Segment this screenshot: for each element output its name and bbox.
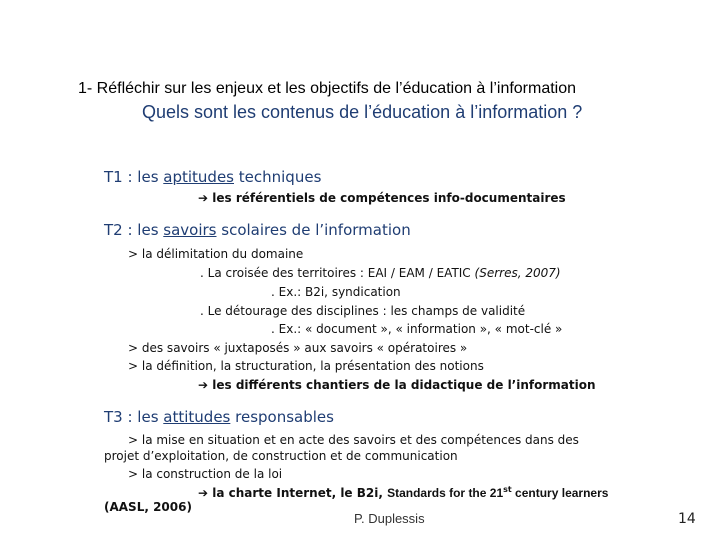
right-arrow-icon: ➔ [198,191,209,205]
slide-title: Quels sont les contenus de l’éducation à l’information ? [142,102,583,122]
right-arrow-icon: ➔ [198,486,209,500]
t1-arrow-line: ➔ les référentiels de compétences info-documentaires [198,191,566,205]
page-number: 14 [678,511,696,527]
t2-line: . La croisée des territoires : EAI / EAM / EATIC (Serres, 2007) [200,266,561,280]
t2-line: > la délimitation du domaine [128,247,304,261]
t3-line: > la mise en situation et en acte des savoirs et des compétences dans des [128,433,579,447]
t2-arrow-line: ➔ les différents chantiers de la didactique de l’information [198,378,596,392]
t3-line: > la construction de la loi [128,467,283,481]
t3-line: projet d’exploitation, de construction et de communication [104,449,458,463]
section-t2-heading: T2 : les savoirs scolaires de l’information [104,221,411,239]
t2-line: . Le détourage des disciplines : les champs de validité [200,304,526,318]
slide-subtitle: 1- Réfléchir sur les enjeux et les objectifs de l’éducation à l’information [78,80,577,97]
section-t3-heading: T3 : les attitudes responsables [104,408,334,426]
t2-line: > des savoirs « juxtaposés » aux savoirs « opératoires » [128,341,468,355]
t3-source: (AASL, 2006) [104,500,192,514]
footer-author: P. Duplessis [354,511,425,526]
t2-line: > la définition, la structuration, la présentation des notions [128,359,484,373]
section-t1-heading: T1 : les aptitudes techniques [104,168,322,186]
t2-line: . Ex.: B2i, syndication [271,285,401,299]
t2-line: . Ex.: « document », « information », « mot-clé » [271,322,563,336]
t3-arrow-line: ➔ la charte Internet, le B2i, Standards for the 21st century learners [198,485,609,500]
right-arrow-icon: ➔ [198,378,209,392]
